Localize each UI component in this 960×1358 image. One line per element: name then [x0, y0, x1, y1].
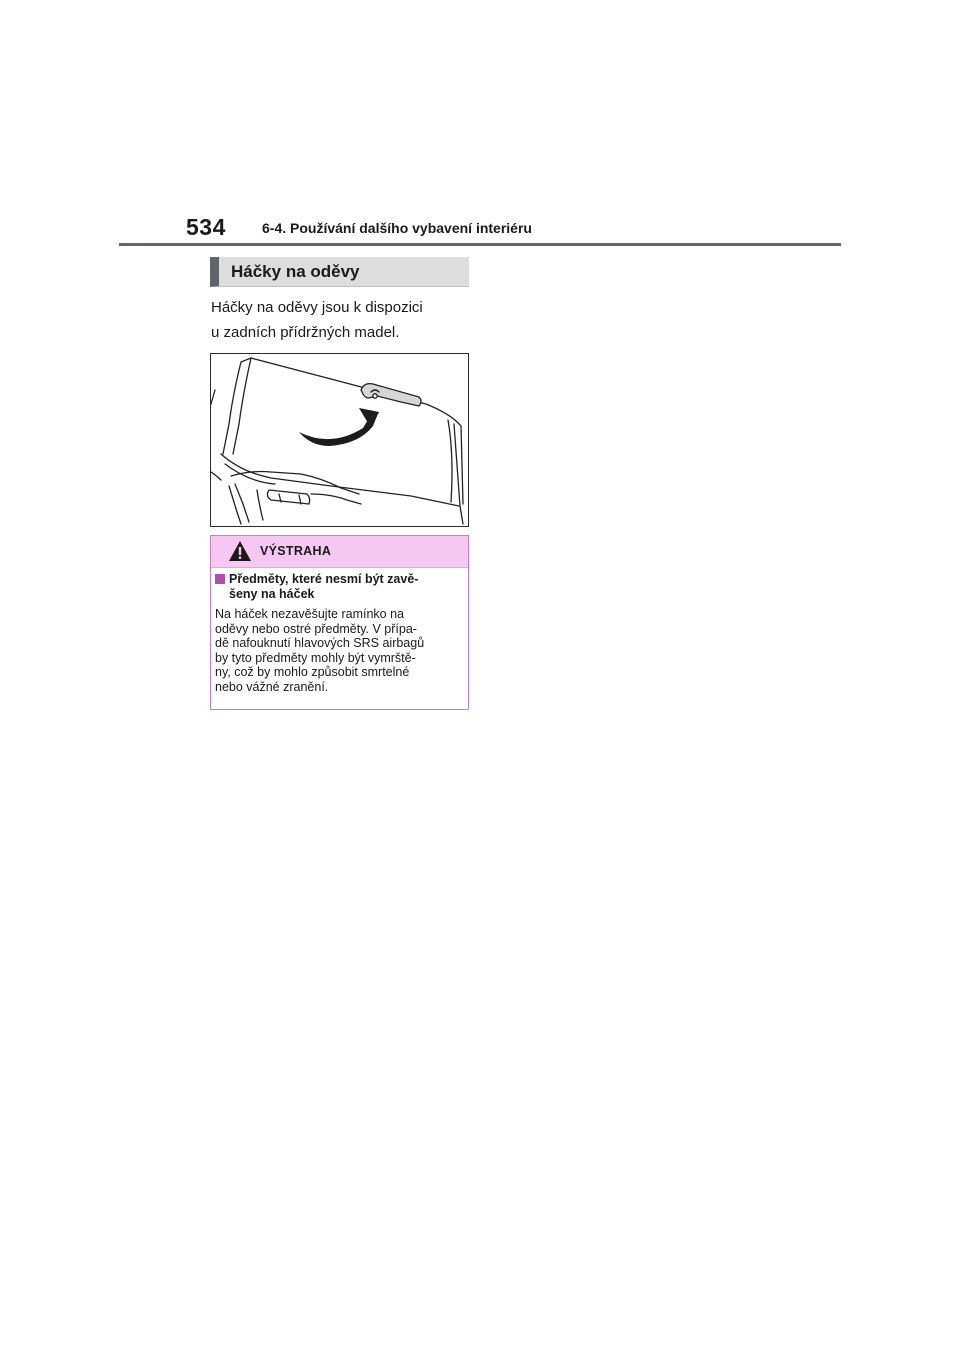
- warning-triangle-icon: [228, 540, 252, 562]
- warning-body-line: oděvy nebo ostré předměty. V přípa-: [215, 621, 417, 636]
- intro-paragraph: [211, 295, 473, 345]
- page-number: 534: [186, 214, 226, 240]
- warning-body-line: by tyto předměty mohly být vymrště-: [215, 650, 416, 665]
- section-title: 6-4. Používání dalšího vybavení interiéru: [262, 220, 532, 236]
- warning-body: [215, 607, 467, 694]
- subsection-heading-box: [210, 257, 469, 287]
- intro-line: u zadních přídržných madel.: [211, 324, 400, 341]
- warning-subheading-line: Předměty, které nesmí být zavě-: [229, 572, 419, 586]
- coat-hook-figure: [210, 353, 469, 527]
- intro-line: Háčky na oděvy jsou k dispozici: [211, 299, 423, 316]
- subsection-heading: Háčky na oděvy: [231, 262, 360, 281]
- warning-subheading: [215, 572, 465, 602]
- square-bullet-icon: [215, 574, 225, 584]
- warning-subheading-line: šeny na háček: [229, 587, 315, 601]
- warning-body-line: Na háček nezavěšujte ramínko na: [215, 607, 404, 621]
- warning-header: [211, 536, 468, 568]
- warning-box: [210, 535, 469, 710]
- header-divider: [119, 243, 841, 246]
- warning-body-line: dě nafouknutí hlavových SRS airbagů: [215, 636, 425, 650]
- warning-body-line: ny, což by mohlo způsobit smrtelné: [215, 665, 410, 679]
- warning-label: VÝSTRAHA: [260, 544, 332, 558]
- coat-hook-illustration: [211, 354, 468, 526]
- warning-body-line: nebo vážné zranění.: [215, 679, 329, 694]
